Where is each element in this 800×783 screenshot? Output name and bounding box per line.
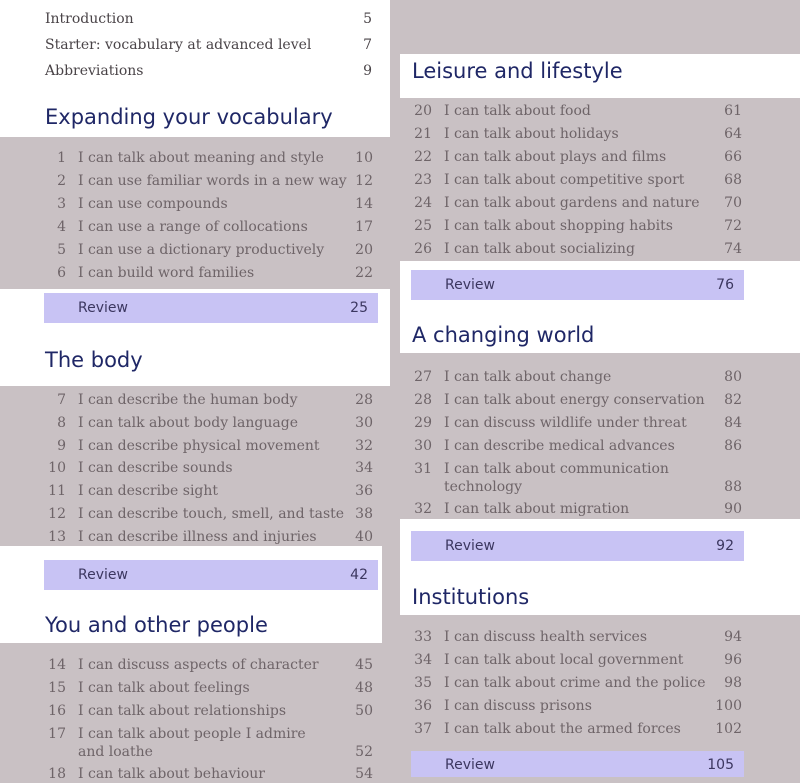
unit-row[interactable] (412, 102, 742, 120)
unit-row[interactable] (412, 460, 742, 496)
unit-row[interactable] (46, 656, 373, 674)
intro-title: Introduction (45, 11, 134, 27)
section-heading-body: The body (45, 348, 143, 372)
unit-page: 80 (724, 369, 742, 385)
unit-number: 14 (48, 657, 66, 673)
intro-row[interactable] (45, 36, 372, 54)
unit-page: 52 (355, 744, 373, 760)
review-bar[interactable] (411, 270, 744, 300)
unit-title: I can talk about crime and the police (444, 675, 706, 691)
unit-page: 86 (724, 438, 742, 454)
unit-title: I can describe medical advances (444, 438, 675, 454)
review-label: Review (445, 538, 495, 554)
unit-number: 7 (57, 392, 66, 408)
unit-number: 1 (57, 150, 66, 166)
review-label: Review (445, 277, 495, 293)
review-page: 92 (716, 538, 734, 554)
unit-row[interactable] (412, 674, 742, 692)
section-heading-world: A changing world (412, 323, 595, 347)
review-bar[interactable] (411, 531, 744, 561)
unit-number: 18 (48, 766, 66, 782)
unit-title: I can talk about people I admire and loathe (78, 726, 306, 760)
unit-row[interactable] (412, 240, 742, 258)
unit-number: 22 (414, 149, 432, 165)
unit-title: I can describe illness and injuries (78, 529, 317, 545)
unit-row[interactable] (412, 217, 742, 235)
unit-title: I can describe physical movement (78, 438, 320, 454)
unit-page: 82 (724, 392, 742, 408)
unit-page: 88 (724, 479, 742, 495)
unit-row[interactable] (46, 702, 373, 720)
unit-number: 33 (414, 629, 432, 645)
unit-row[interactable] (46, 241, 373, 259)
unit-number: 36 (414, 698, 432, 714)
unit-page: 28 (355, 392, 373, 408)
unit-row[interactable] (412, 368, 742, 386)
unit-page: 94 (724, 629, 742, 645)
unit-title: I can discuss health services (444, 629, 648, 645)
unit-page: 98 (724, 675, 742, 691)
unit-page: 45 (355, 657, 373, 673)
review-label: Review (445, 757, 495, 773)
review-page: 76 (716, 277, 734, 293)
unit-title: I can talk about holidays (444, 126, 619, 142)
unit-page: 50 (355, 703, 373, 719)
unit-row[interactable] (412, 651, 742, 669)
unit-title: I can talk about plays and films (444, 149, 667, 165)
unit-page: 54 (355, 766, 373, 782)
unit-row[interactable] (412, 720, 742, 738)
unit-title: I can talk about competitive sport (444, 172, 685, 188)
unit-row[interactable] (412, 414, 742, 432)
unit-number: 32 (414, 501, 432, 517)
unit-number: 26 (414, 241, 432, 257)
unit-row[interactable] (46, 218, 373, 236)
unit-number: 37 (414, 721, 432, 737)
unit-title: I can use familiar words in a new way (78, 173, 347, 189)
unit-row[interactable] (46, 437, 373, 455)
unit-page: 66 (724, 149, 742, 165)
unit-row[interactable] (412, 628, 742, 646)
unit-title: I can discuss prisons (444, 698, 592, 714)
unit-page: 70 (724, 195, 742, 211)
unit-page: 84 (724, 415, 742, 431)
unit-page: 10 (355, 150, 373, 166)
unit-row[interactable] (46, 765, 373, 783)
unit-number: 15 (48, 680, 66, 696)
unit-number: 17 (48, 726, 66, 742)
unit-number: 12 (48, 506, 66, 522)
unit-row[interactable] (412, 171, 742, 189)
review-page: 25 (350, 300, 368, 316)
section-heading-people: You and other people (45, 613, 268, 637)
unit-number: 23 (414, 172, 432, 188)
unit-row[interactable] (46, 149, 373, 167)
review-label: Review (78, 567, 128, 583)
unit-title: I can talk about body language (78, 415, 298, 431)
unit-row[interactable] (412, 194, 742, 212)
unit-page: 32 (355, 438, 373, 454)
intro-row[interactable] (45, 62, 372, 80)
unit-row[interactable] (46, 482, 373, 500)
unit-title: I can talk about meaning and style (78, 150, 324, 166)
unit-page: 34 (355, 460, 373, 476)
unit-page: 22 (355, 265, 373, 281)
unit-page: 61 (724, 103, 742, 119)
unit-number: 29 (414, 415, 432, 431)
unit-title: I can talk about local government (444, 652, 684, 668)
unit-row[interactable] (412, 697, 742, 715)
unit-page: 74 (724, 241, 742, 257)
unit-number: 5 (57, 242, 66, 258)
unit-page: 90 (724, 501, 742, 517)
unit-number: 21 (414, 126, 432, 142)
unit-number: 30 (414, 438, 432, 454)
unit-row[interactable] (46, 725, 373, 761)
unit-number: 9 (57, 438, 66, 454)
unit-page: 64 (724, 126, 742, 142)
review-bar[interactable] (44, 293, 378, 323)
unit-title: I can discuss aspects of character (78, 657, 319, 673)
unit-number: 35 (414, 675, 432, 691)
unit-page: 100 (715, 698, 742, 714)
unit-row[interactable] (46, 391, 373, 409)
unit-page: 17 (355, 219, 373, 235)
unit-page: 48 (355, 680, 373, 696)
unit-title: I can use compounds (78, 196, 228, 212)
unit-number: 28 (414, 392, 432, 408)
section-heading-vocab: Expanding your vocabulary (45, 105, 333, 129)
unit-number: 3 (57, 196, 66, 212)
intro-title: Starter: vocabulary at advanced level (45, 37, 312, 53)
unit-row[interactable] (46, 195, 373, 213)
unit-row[interactable] (412, 437, 742, 455)
unit-number: 16 (48, 703, 66, 719)
unit-number: 4 (57, 219, 66, 235)
unit-title: I can talk about shopping habits (444, 218, 673, 234)
unit-row[interactable] (412, 391, 742, 409)
unit-page: 30 (355, 415, 373, 431)
review-bar[interactable] (44, 560, 378, 590)
unit-number: 20 (414, 103, 432, 119)
unit-title: I can talk about feelings (78, 680, 250, 696)
unit-page: 14 (355, 196, 373, 212)
unit-page: 36 (355, 483, 373, 499)
intro-row[interactable] (45, 10, 372, 28)
unit-row[interactable] (46, 414, 373, 432)
intro-page: 9 (363, 63, 372, 79)
unit-row[interactable] (46, 264, 373, 282)
unit-page: 38 (355, 506, 373, 522)
section-heading-leisure: Leisure and lifestyle (412, 59, 623, 83)
intro-title: Abbreviations (45, 63, 144, 79)
unit-page: 102 (715, 721, 742, 737)
unit-number: 27 (414, 369, 432, 385)
unit-number: 34 (414, 652, 432, 668)
unit-title: I can build word families (78, 265, 255, 281)
unit-title: I can talk about migration (444, 501, 630, 517)
unit-title: I can talk about food (444, 103, 591, 119)
unit-number: 2 (57, 173, 66, 189)
unit-number: 10 (48, 460, 66, 476)
unit-page: 40 (355, 529, 373, 545)
unit-title: I can talk about socializing (444, 241, 635, 257)
intro-page: 5 (363, 11, 372, 27)
unit-page: 72 (724, 218, 742, 234)
intro-page: 7 (363, 37, 372, 53)
unit-page: 96 (724, 652, 742, 668)
unit-row[interactable] (46, 528, 373, 546)
unit-row[interactable] (46, 459, 373, 477)
section-heading-institutions: Institutions (412, 585, 530, 609)
review-page: 105 (707, 757, 734, 773)
unit-title: I can talk about the armed forces (444, 721, 681, 737)
unit-number: 31 (414, 461, 432, 477)
unit-number: 13 (48, 529, 66, 545)
unit-title: I can describe sounds (78, 460, 233, 476)
unit-title: I can talk about gardens and nature (444, 195, 700, 211)
unit-number: 6 (57, 265, 66, 281)
review-page: 42 (350, 567, 368, 583)
unit-title: I can describe touch, smell, and taste (78, 506, 345, 522)
unit-page: 20 (355, 242, 373, 258)
unit-row[interactable] (412, 125, 742, 143)
review-bar[interactable] (411, 751, 744, 777)
unit-number: 11 (48, 483, 66, 499)
unit-row[interactable] (46, 679, 373, 697)
unit-title: I can talk about change (444, 369, 612, 385)
unit-number: 25 (414, 218, 432, 234)
unit-title: I can use a dictionary productively (78, 242, 325, 258)
unit-title: I can discuss wildlife under threat (444, 415, 687, 431)
review-label: Review (78, 300, 128, 316)
unit-page: 68 (724, 172, 742, 188)
unit-title: I can talk about energy conservation (444, 392, 705, 408)
unit-row[interactable] (46, 505, 373, 523)
unit-title: I can describe the human body (78, 392, 298, 408)
unit-title: I can talk about behaviour (78, 766, 265, 782)
unit-row[interactable] (412, 148, 742, 166)
unit-title: I can talk about relationships (78, 703, 287, 719)
unit-number: 8 (57, 415, 66, 431)
unit-title: I can talk about communication technology (444, 461, 669, 495)
unit-title: I can describe sight (78, 483, 219, 499)
unit-row[interactable] (46, 172, 373, 190)
unit-row[interactable] (412, 500, 742, 518)
unit-title: I can use a range of collocations (78, 219, 308, 235)
unit-page: 12 (355, 173, 373, 189)
unit-number: 24 (414, 195, 432, 211)
